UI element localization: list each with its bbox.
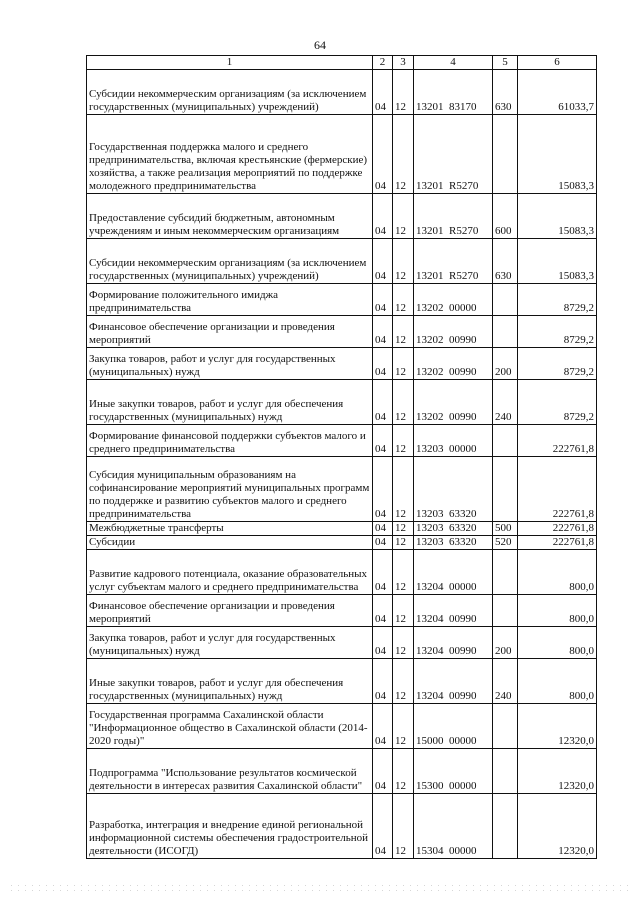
amount: 12320,0 (518, 794, 597, 859)
target-article: 13202 00990 (414, 316, 493, 348)
table-row (87, 115, 597, 194)
target-article: 13204 00990 (414, 595, 493, 627)
row-name: Финансовое обеспечение организации и проведения мероприятий (87, 316, 373, 348)
amount: 222761,8 (518, 522, 597, 536)
section-code: 04 (373, 70, 393, 115)
amount: 8729,2 (518, 284, 597, 316)
table-row (87, 239, 597, 284)
section-code: 04 (373, 749, 393, 794)
target-article: 15300 00000 (414, 749, 493, 794)
row-name: Разработка, интеграция и внедрение единой региональной информационной системы обеспечения градостроительной деятельности (ИСОГД) (87, 794, 373, 859)
expense-type (493, 704, 518, 749)
table-row (87, 536, 597, 550)
subsection-code: 12 (393, 550, 414, 595)
section-code: 04 (373, 794, 393, 859)
table-row (87, 794, 597, 859)
row-name: Финансовое обеспечение организации и проведения мероприятий (87, 595, 373, 627)
table-row (87, 704, 597, 749)
target-article: 13203 63320 (414, 536, 493, 550)
subsection-code: 12 (393, 749, 414, 794)
target-article: 13203 63320 (414, 522, 493, 536)
table-row (87, 627, 597, 659)
subsection-code: 12 (393, 284, 414, 316)
section-code: 04 (373, 316, 393, 348)
expense-type: 500 (493, 522, 518, 536)
budget-table (86, 55, 597, 859)
amount: 222761,8 (518, 457, 597, 522)
expense-type: 200 (493, 348, 518, 380)
row-name: Межбюджетные трансферты (87, 522, 373, 536)
target-article: 15000 00000 (414, 704, 493, 749)
amount: 15083,3 (518, 194, 597, 239)
expense-type (493, 794, 518, 859)
subsection-code: 12 (393, 457, 414, 522)
expense-type (493, 316, 518, 348)
section-code: 04 (373, 550, 393, 595)
expense-type (493, 284, 518, 316)
table-row (87, 457, 597, 522)
row-name: Субсидии (87, 536, 373, 550)
section-code: 04 (373, 522, 393, 536)
amount: 15083,3 (518, 239, 597, 284)
row-name: Закупка товаров, работ и услуг для государственных (муниципальных) нужд (87, 627, 373, 659)
row-name: Закупка товаров, работ и услуг для государственных (муниципальных) нужд (87, 348, 373, 380)
section-code: 04 (373, 284, 393, 316)
expense-type (493, 425, 518, 457)
table-row (87, 284, 597, 316)
row-name: Развитие кадрового потенциала, оказание образовательных услуг субъектам малого и среднего предпринимательства (87, 550, 373, 595)
row-name: Субсидия муниципальным образованиям на софинансирование мероприятий муниципальных программ по поддержке и развитию субъектов малого и среднего предпринимательства (87, 457, 373, 522)
expense-type: 200 (493, 627, 518, 659)
expense-type: 520 (493, 536, 518, 550)
table-row (87, 425, 597, 457)
subsection-code: 12 (393, 659, 414, 704)
target-article: 13202 00000 (414, 284, 493, 316)
target-article: 13201 R5270 (414, 239, 493, 284)
row-name: Субсидии некоммерческим организациям (за исключением государственных (муниципальных) учреждений) (87, 70, 373, 115)
row-name: Подпрограмма "Использование результатов космической деятельности в интересах развития Сахалинской области" (87, 749, 373, 794)
table-row (87, 659, 597, 704)
table-row (87, 348, 597, 380)
header-row (87, 56, 597, 70)
target-article: 13201 R5270 (414, 194, 493, 239)
expense-type: 600 (493, 194, 518, 239)
section-code: 04 (373, 659, 393, 704)
expense-type (493, 595, 518, 627)
table-row (87, 380, 597, 425)
expense-type: 630 (493, 239, 518, 284)
subsection-code: 12 (393, 239, 414, 284)
target-article: 13204 00000 (414, 550, 493, 595)
column-header-2: 2 (373, 56, 393, 70)
amount: 12320,0 (518, 749, 597, 794)
amount: 800,0 (518, 659, 597, 704)
expense-type (493, 457, 518, 522)
target-article: 13204 00990 (414, 627, 493, 659)
table-row (87, 749, 597, 794)
section-code: 04 (373, 194, 393, 239)
expense-type: 240 (493, 659, 518, 704)
section-code: 04 (373, 536, 393, 550)
table-row (87, 70, 597, 115)
row-name: Иные закупки товаров, работ и услуг для обеспечения государственных (муниципальных) нужд (87, 380, 373, 425)
table-row (87, 550, 597, 595)
row-name: Государственная программа Сахалинской области "Информационное общество в Сахалинской области (2014-2020 годы)" (87, 704, 373, 749)
column-header-6: 6 (518, 56, 597, 70)
section-code: 04 (373, 425, 393, 457)
amount: 222761,8 (518, 536, 597, 550)
column-header-1: 1 (87, 56, 373, 70)
subsection-code: 12 (393, 704, 414, 749)
row-name: Формирование финансовой поддержки субъектов малого и среднего предпринимательства (87, 425, 373, 457)
subsection-code: 12 (393, 627, 414, 659)
target-article: 13201 R5270 (414, 115, 493, 194)
row-name: Государственная поддержка малого и среднего предпринимательства, включая крестьянские (фермерские) хозяйства, а также реализация мероприятий по поддержке молодежного предпринимательства (87, 115, 373, 194)
expense-type (493, 550, 518, 595)
subsection-code: 12 (393, 194, 414, 239)
column-header-4: 4 (414, 56, 493, 70)
row-name: Предоставление субсидий бюджетным, автономным учреждениям и иным некоммерческим организациям (87, 194, 373, 239)
amount: 12320,0 (518, 704, 597, 749)
row-name: Иные закупки товаров, работ и услуг для обеспечения государственных (муниципальных) нужд (87, 659, 373, 704)
amount: 8729,2 (518, 380, 597, 425)
subsection-code: 12 (393, 70, 414, 115)
table-row (87, 194, 597, 239)
amount: 61033,7 (518, 70, 597, 115)
column-header-5: 5 (493, 56, 518, 70)
section-code: 04 (373, 380, 393, 425)
table-row (87, 316, 597, 348)
subsection-code: 12 (393, 522, 414, 536)
column-header-3: 3 (393, 56, 414, 70)
subsection-code: 12 (393, 348, 414, 380)
target-article: 13202 00990 (414, 348, 493, 380)
row-name: Формирование положительного имиджа предпринимательства (87, 284, 373, 316)
target-article: 15304 00000 (414, 794, 493, 859)
section-code: 04 (373, 627, 393, 659)
subsection-code: 12 (393, 316, 414, 348)
subsection-code: 12 (393, 536, 414, 550)
amount: 8729,2 (518, 316, 597, 348)
expense-type: 240 (493, 380, 518, 425)
subsection-code: 12 (393, 380, 414, 425)
table-body (87, 70, 597, 859)
expense-type: 630 (493, 70, 518, 115)
section-code: 04 (373, 595, 393, 627)
target-article: 13204 00990 (414, 659, 493, 704)
target-article: 13201 83170 (414, 70, 493, 115)
table-row (87, 595, 597, 627)
section-code: 04 (373, 457, 393, 522)
section-code: 04 (373, 239, 393, 284)
subsection-code: 12 (393, 794, 414, 859)
amount: 222761,8 (518, 425, 597, 457)
expense-type (493, 115, 518, 194)
subsection-code: 12 (393, 115, 414, 194)
table-row (87, 522, 597, 536)
expense-type (493, 749, 518, 794)
row-name: Субсидии некоммерческим организациям (за исключением государственных (муниципальных) учреждений) (87, 239, 373, 284)
subsection-code: 12 (393, 425, 414, 457)
target-article: 13202 00990 (414, 380, 493, 425)
subsection-code: 12 (393, 595, 414, 627)
amount: 800,0 (518, 595, 597, 627)
page-number: 64 (314, 38, 326, 52)
amount: 800,0 (518, 550, 597, 595)
section-code: 04 (373, 348, 393, 380)
amount: 15083,3 (518, 115, 597, 194)
section-code: 04 (373, 115, 393, 194)
scan-noise (8, 883, 632, 893)
target-article: 13203 00000 (414, 425, 493, 457)
amount: 800,0 (518, 627, 597, 659)
amount: 8729,2 (518, 348, 597, 380)
section-code: 04 (373, 704, 393, 749)
target-article: 13203 63320 (414, 457, 493, 522)
